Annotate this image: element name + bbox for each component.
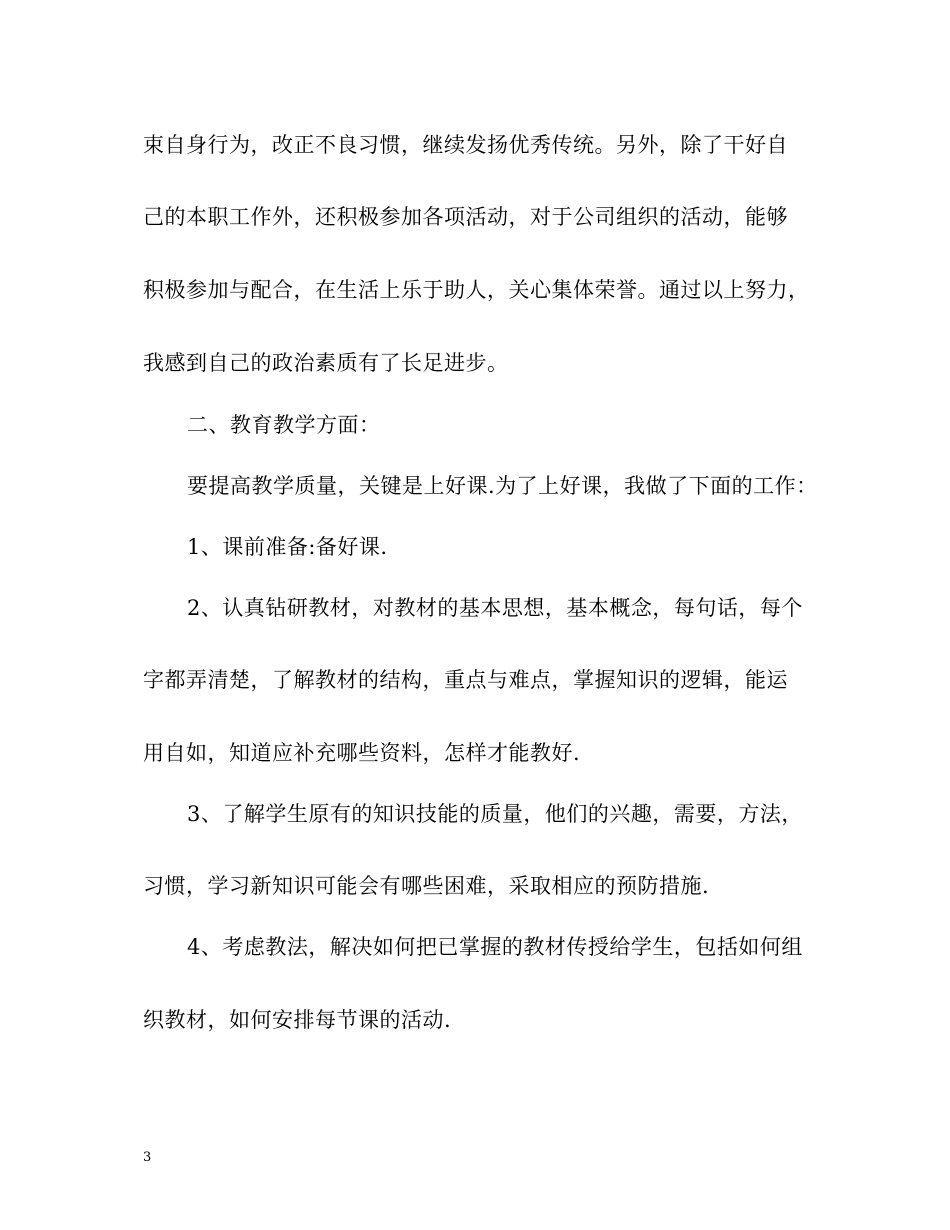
text-line: 用自如，知道应补充哪些资料，怎样才能教好. bbox=[143, 741, 581, 765]
text-line: 己的本职工作外，还积极参加各项活动，对于公司组织的活动，能够 bbox=[143, 205, 788, 229]
text-line: 字都弄清楚，了解教材的结构，重点与难点，掌握知识的逻辑，能运 bbox=[143, 668, 788, 692]
text-line: 我感到自己的政治素质有了长足进步。 bbox=[143, 351, 509, 375]
text-line: 要提高教学质量，关键是上好课.为了上好课，我做了下面的工作： bbox=[187, 474, 818, 498]
list-item: 4、考虑教法，解决如何把已掌握的教材传授给学生，包括如何组 bbox=[187, 935, 803, 959]
list-item: 3、了解学生原有的知识技能的质量，他们的兴趣，需要，方法， bbox=[187, 802, 803, 826]
text-line: 束自身行为，改正不良习惯，继续发扬优秀传统。另外，除了干好自 bbox=[143, 133, 788, 157]
text-line: 织教材，如何安排每节课的活动. bbox=[143, 1008, 452, 1032]
text-line: 习惯，学习新知识可能会有哪些困难，采取相应的预防措施. bbox=[143, 874, 710, 898]
list-item: 2、认真钻研教材，对教材的基本思想，基本概念，每句话，每个 bbox=[187, 596, 803, 620]
page-number: 3 bbox=[143, 1150, 152, 1165]
list-item: 1、课前准备:备好课. bbox=[187, 535, 388, 559]
section-heading: 二、教育教学方面： bbox=[187, 413, 381, 437]
text-line: 积极参加与配合，在生活上乐于助人，关心集体荣誉。通过以上努力， bbox=[143, 278, 810, 302]
